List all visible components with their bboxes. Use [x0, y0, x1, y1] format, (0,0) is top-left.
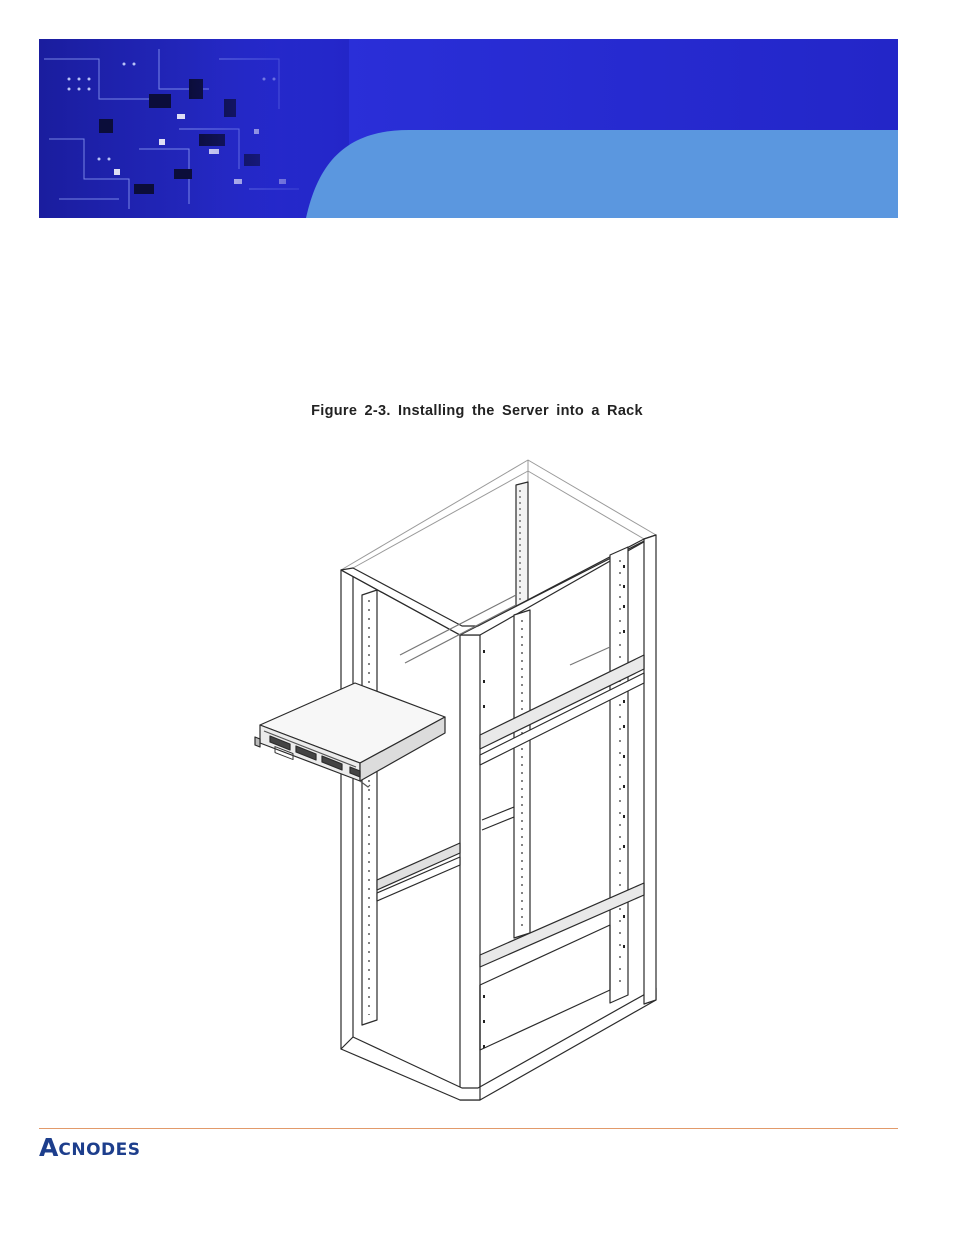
brand-logo-initial: A [39, 1133, 59, 1162]
brand-logo-text: CNODES [58, 1140, 141, 1160]
brand-logo [39, 1133, 141, 1162]
circuit-board-graphic [39, 39, 898, 218]
rack-illustration [250, 455, 670, 1110]
header-banner [39, 39, 898, 218]
figure-caption: Figure 2-3. Installing the Server into a Rack [311, 403, 643, 419]
footer-rule [39, 1128, 898, 1129]
